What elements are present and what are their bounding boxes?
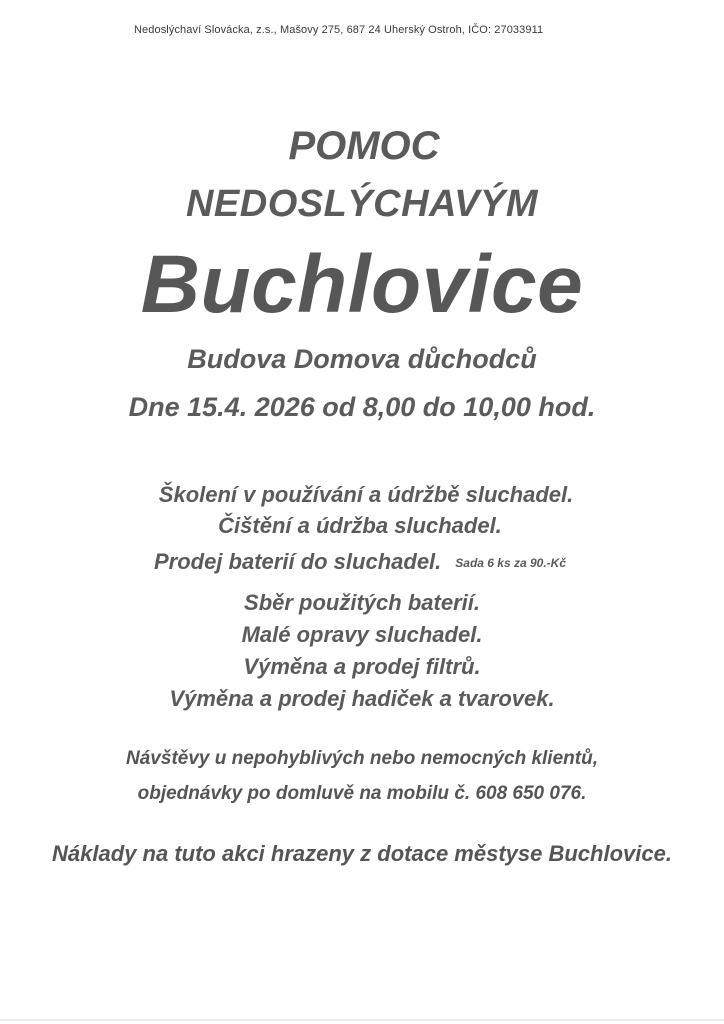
service-item: Sběr použitých baterií. bbox=[244, 590, 480, 615]
battery-price-note: Sada 6 ks za 90.-Kč bbox=[455, 556, 567, 570]
funding-note: Náklady na tuto akci hrazeny z dotace městyse Buchlovice. bbox=[52, 841, 672, 866]
event-location: Budova Domova důchodců bbox=[187, 344, 537, 374]
organization-header: Nedoslýchaví Slovácka, z.s., Mašovy 275, 687 24 Uherský Ostroh, IČO: 27033911 bbox=[134, 24, 544, 36]
title-line-nedoslychavym: NEDOSLÝCHAVÝM bbox=[185, 183, 539, 225]
service-item bbox=[0, 549, 722, 575]
home-visits-line: Návštěvy u nepohyblivých nebo nemocných klientů, bbox=[126, 748, 598, 769]
service-item: Výměna a prodej filtrů. bbox=[243, 654, 481, 679]
service-item-text: Prodej baterií do sluchadel. bbox=[153, 549, 442, 574]
appointment-phone-line: objednávky po domluvě na mobilu č. 608 650 076. bbox=[137, 783, 587, 804]
scan-edge-divider bbox=[0, 1019, 724, 1021]
service-item: Školení v používání a údržbě sluchadel. bbox=[158, 482, 574, 507]
service-item: Malé opravy sluchadel. bbox=[241, 622, 483, 647]
title-line-pomoc: POMOC bbox=[288, 124, 440, 168]
event-datetime: Dne 15.4. 2026 od 8,00 do 10,00 hod. bbox=[128, 392, 596, 422]
service-item: Čištění a údržba sluchadel. bbox=[218, 513, 502, 538]
title-town-name: Buchlovice bbox=[140, 239, 584, 330]
service-item: Výměna a prodej hadiček a tvarovek. bbox=[169, 686, 555, 711]
